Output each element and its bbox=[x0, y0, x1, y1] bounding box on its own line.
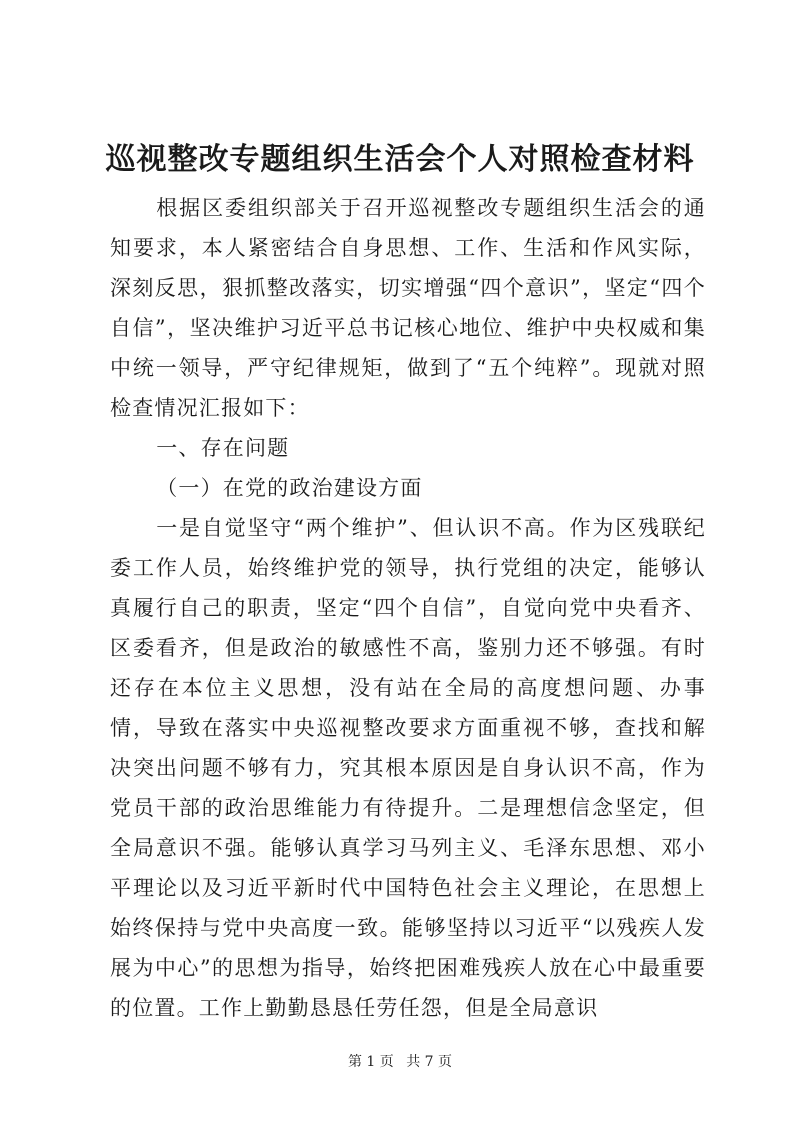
section-heading: 一、存在问题 bbox=[156, 436, 290, 460]
paragraph-body: 一是自觉坚守“两个维护”、但认识不高。作为区残联纪委工作人员，始终维护党的领导，执行党组的决定，能够认真履行自己的职责，坚定“四个自信”，自觉向党中央看齐、区委看齐，但是政治的敏感性不高，鉴别力还不够强。有时还存在本位主义思想，没有站在全局的高度想问题、办事情，导致在落实中央巡视整改要求方面重视不够，查找和解决突出问题不够有力，究其根本原因是自身认识不高，作为党员干部的政治思维能力有待提升。二是理想信念坚定，但全局意识不强。能够认真学习马列主义、毛泽东思想、邓小平理论以及习近平新时代中国特色社会主义理论，在思想上始终保持与党中央高度一致。能够坚持以习近平“以残疾人发展为中心”的思想为指导，始终把困难残疾人放在心中最重要的位置。工作上勤勤恳恳任劳任怨，但是全局意识 bbox=[110, 516, 706, 1020]
page-footer bbox=[0, 1052, 800, 1072]
subsection-heading: （一）在党的政治建设方面 bbox=[156, 476, 423, 500]
page-total: 共 7 页 bbox=[406, 1054, 453, 1070]
document-title: 巡视整改专题组织生活会个人对照检查材料 bbox=[105, 142, 695, 177]
document-body bbox=[110, 188, 706, 1028]
page-number: 第 1 页 bbox=[347, 1054, 394, 1070]
paragraph-intro: 根据区委组织部关于召开巡视整改专题组织生活会的通知要求，本人紧密结合自身思想、工作、生活和作风实际，深刻反思，狠抓整改落实，切实增强“四个意识”，坚定“四个自信”，坚决维护习近平总书记核心地位、维护中央权威和集中统一领导，严守纪律规矩，做到了“五个纯粹”。现就对照检查情况汇报如下： bbox=[110, 196, 706, 420]
